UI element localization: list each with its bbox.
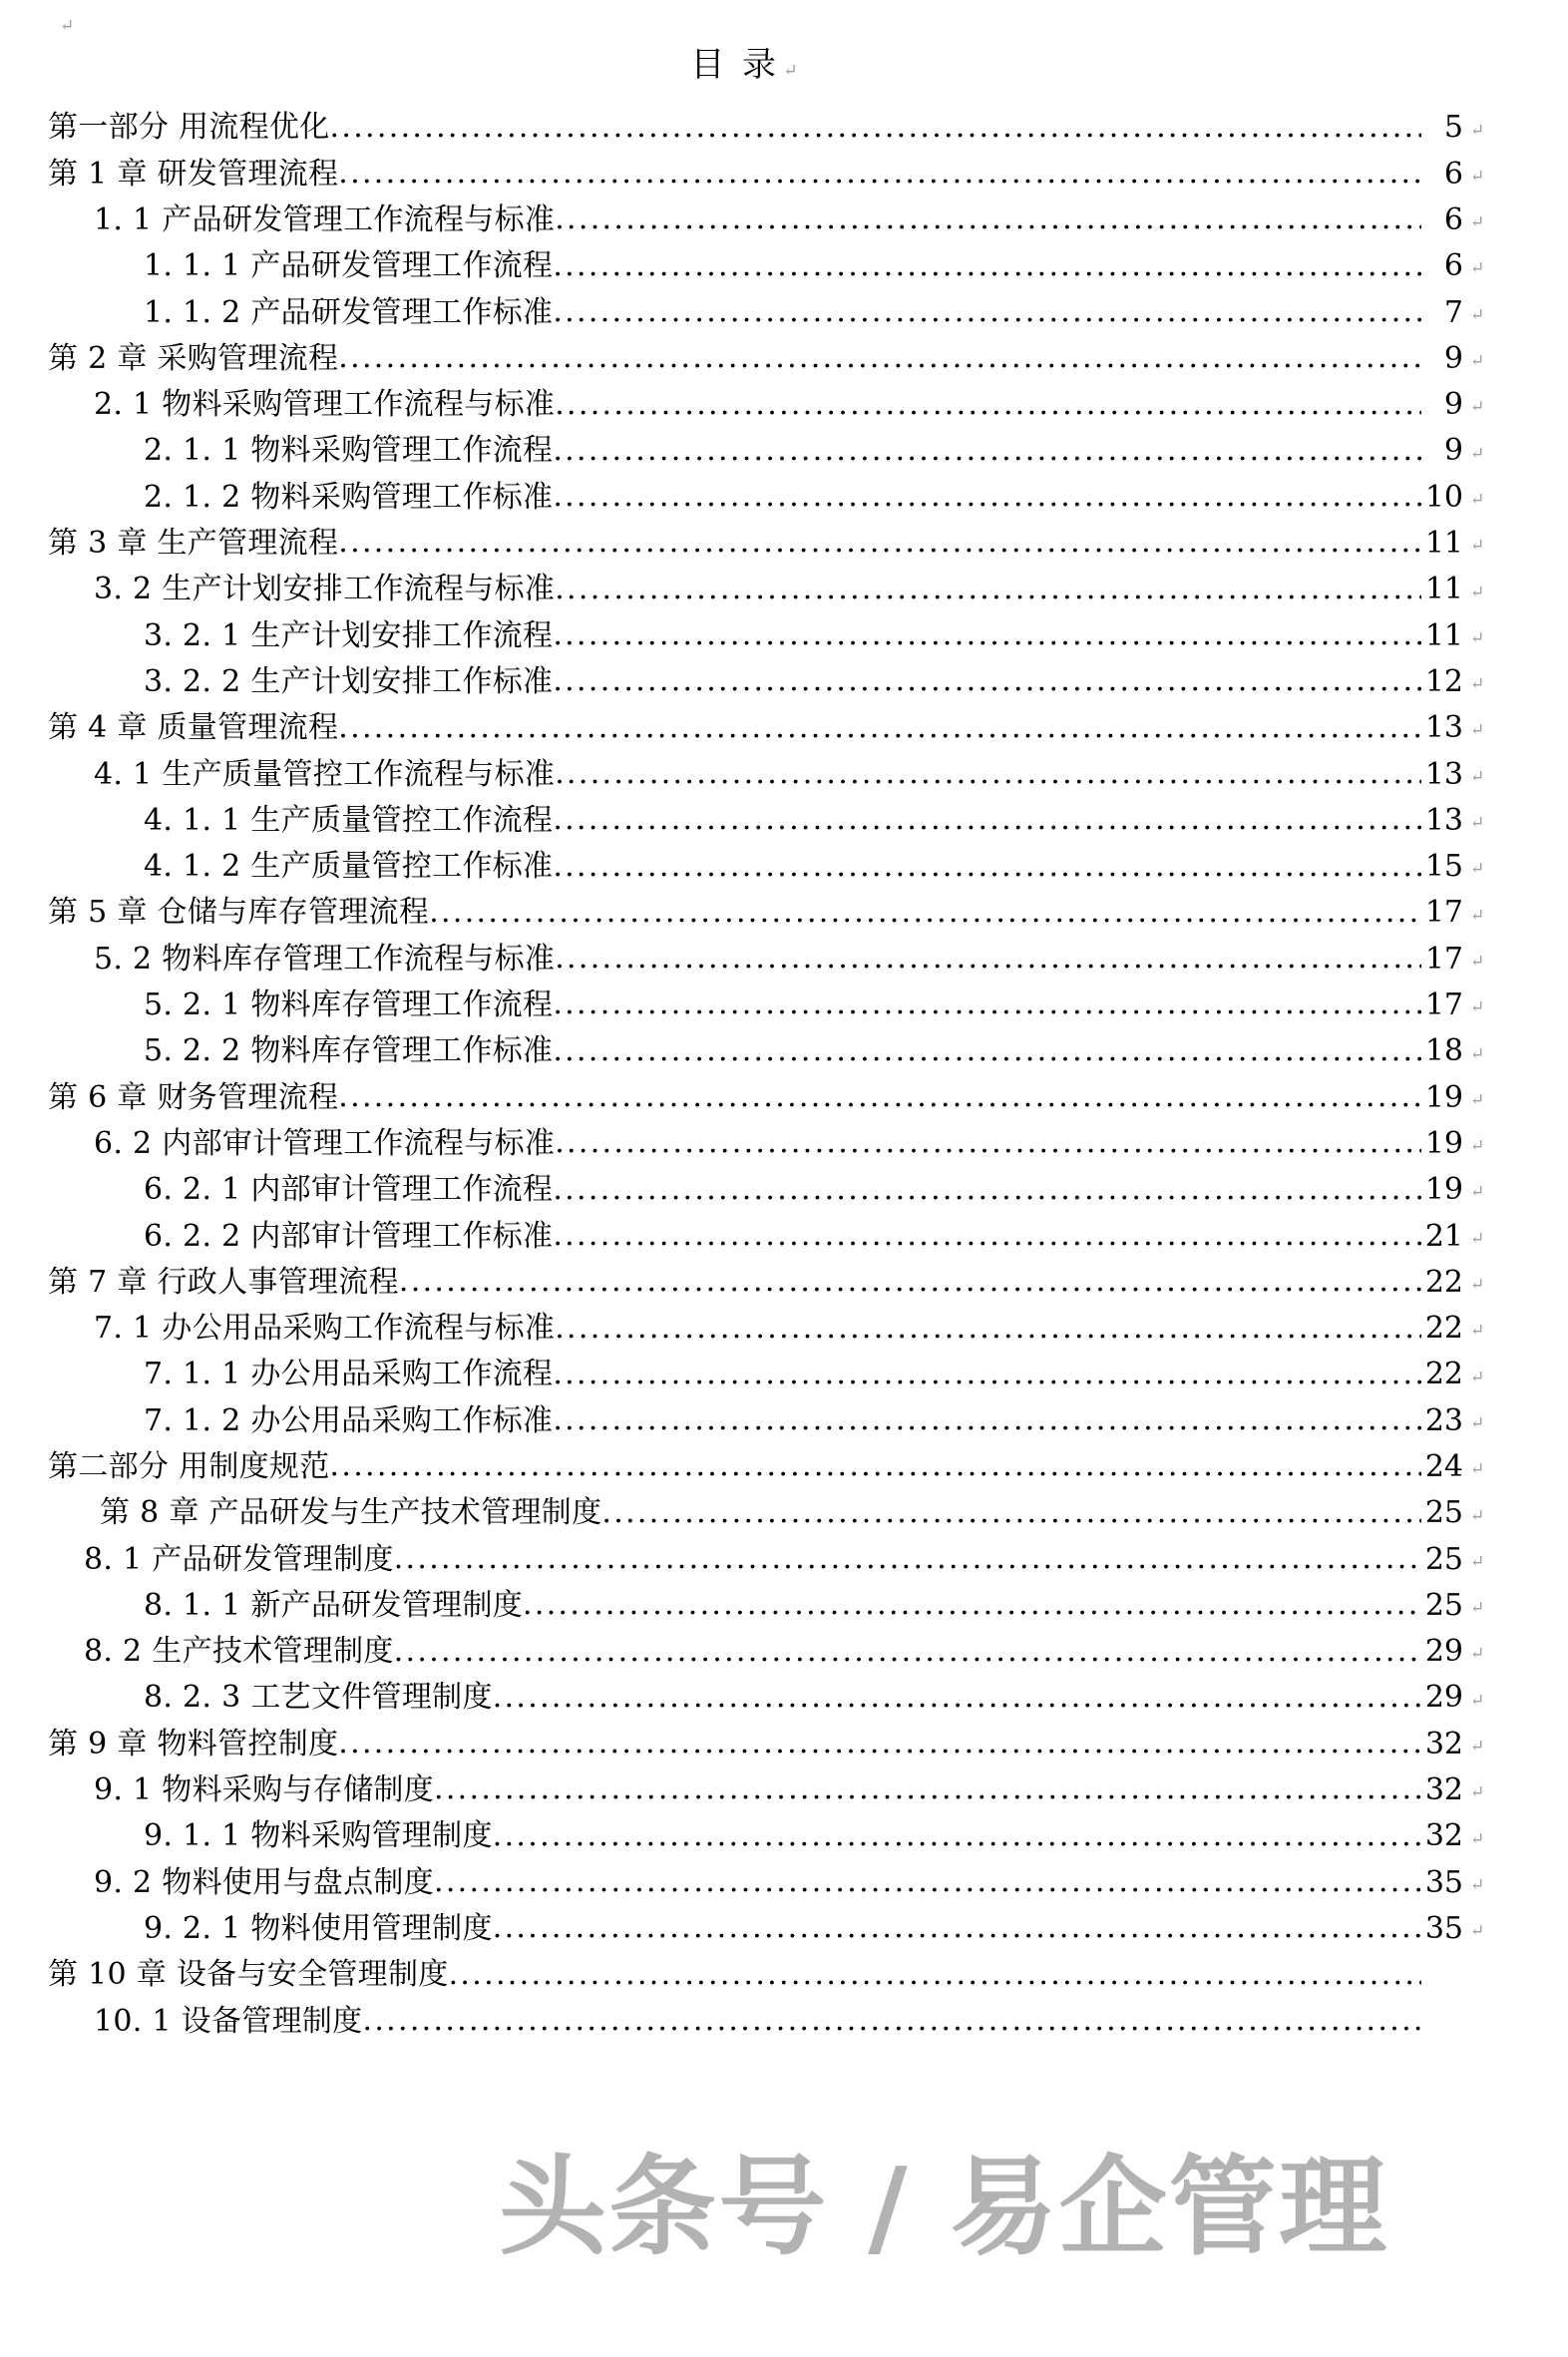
- toc-leader-dots: [553, 436, 1421, 466]
- toc-entry-page-number: 11: [1424, 572, 1463, 605]
- toc-entry-page-number: 13: [1424, 710, 1463, 744]
- toc-entry-label: 2. 1. 2 物料采购管理工作标准: [144, 479, 554, 513]
- paragraph-mark-icon: ↵: [1470, 859, 1485, 880]
- paragraph-mark-icon: ↵: [1470, 258, 1485, 279]
- toc-entry[interactable]: [48, 559, 1496, 604]
- toc-entry-page-number: 19: [1424, 1125, 1463, 1159]
- toc-entry-label: 1. 1. 1 产品研发管理工作流程: [144, 248, 554, 282]
- paragraph-mark-icon: ↵: [1470, 1921, 1485, 1942]
- paragraph-mark-icon: ↵: [1470, 1089, 1485, 1110]
- toc-entry-page-number: 35: [1424, 1910, 1463, 1944]
- paragraph-mark-icon: ↵: [1470, 443, 1485, 464]
- paragraph-mark-icon: ↵: [1470, 1459, 1485, 1480]
- toc-entry[interactable]: [48, 281, 1496, 327]
- paragraph-mark-icon: ↵: [1470, 1551, 1485, 1572]
- toc-entry-page-number: 13: [1424, 802, 1463, 836]
- paragraph-mark-icon: ↵: [1470, 1828, 1485, 1849]
- toc-entry-label: 第 6 章 财务管理流程: [48, 1079, 339, 1113]
- toc-entry-page-number: 21: [1424, 1218, 1463, 1252]
- toc-entry[interactable]: [48, 1805, 1496, 1851]
- toc-leader-dots: [555, 390, 1421, 420]
- paragraph-mark-icon: ↵: [1470, 351, 1485, 372]
- toc-leader-dots: [553, 251, 1421, 281]
- toc-leader-dots: [493, 1683, 1421, 1713]
- paragraph-mark-icon: ↵: [1470, 905, 1485, 926]
- paragraph-mark-icon: ↵: [1470, 1874, 1485, 1895]
- toc-entry[interactable]: [48, 975, 1496, 1020]
- toc-leader-dots: [553, 667, 1420, 697]
- toc-entry-page-number: 10: [1424, 479, 1463, 513]
- toc-leader-dots: [523, 1591, 1421, 1621]
- toc-entry-page-number: 29: [1424, 1634, 1463, 1668]
- toc-leader-dots: [553, 621, 1420, 651]
- toc-entry[interactable]: [48, 928, 1496, 974]
- toc-entry[interactable]: [48, 235, 1496, 281]
- toc-entry[interactable]: [48, 1482, 1496, 1528]
- toc-entry-page-number: 25: [1424, 1587, 1463, 1621]
- toc-entry-label: 6. 2 内部审计管理工作流程与标准: [94, 1125, 556, 1159]
- paragraph-mark-icon: ↵: [1470, 1505, 1485, 1526]
- toc-leader-dots: [338, 1083, 1421, 1113]
- toc-entry[interactable]: [48, 1944, 1496, 1990]
- toc-entry-label: 8. 2 生产技术管理制度: [84, 1634, 394, 1668]
- toc-entry[interactable]: [48, 836, 1496, 882]
- toc-entry-label: 9. 1. 1 物料采购管理制度: [144, 1818, 493, 1852]
- toc-leader-dots: [394, 1545, 1421, 1575]
- toc-entry-label: 第 7 章 行政人事管理流程: [48, 1264, 399, 1298]
- toc-leader-dots: [601, 1498, 1420, 1528]
- toc-entry-label: 第 3 章 生产管理流程: [48, 526, 339, 560]
- toc-entry-label: 4. 1 生产质量管控工作流程与标准: [94, 756, 556, 790]
- toc-entry-page-number: 19: [1424, 1079, 1463, 1113]
- toc-entry[interactable]: [48, 466, 1496, 512]
- toc-entry-label: 3. 2. 1 生产计划安排工作流程: [144, 617, 554, 651]
- toc-entry-label: 第 4 章 质量管理流程: [48, 710, 339, 744]
- toc-entry[interactable]: [48, 1436, 1496, 1482]
- toc-entry[interactable]: [48, 1205, 1496, 1251]
- toc-entry-page-number: 9: [1443, 433, 1463, 467]
- paragraph-mark-icon: ↵: [1470, 1736, 1485, 1757]
- paragraph-mark-icon: ↵: [1470, 120, 1485, 141]
- toc-leader-dots: [434, 1775, 1421, 1805]
- toc-entry[interactable]: [48, 97, 1496, 143]
- toc-entry-label: 第一部分 用流程优化: [48, 110, 330, 144]
- toc-entry-label: 9. 2 物料使用与盘点制度: [94, 1864, 434, 1898]
- toc-leader-dots: [553, 483, 1420, 513]
- toc-entry-label: 4. 1. 1 生产质量管控工作流程: [144, 802, 554, 836]
- paragraph-mark-icon: ↵: [783, 61, 798, 81]
- toc-entry[interactable]: [48, 513, 1496, 559]
- toc-entry-page-number: 22: [1424, 1311, 1463, 1345]
- toc-entry-label: 9. 2. 1 物料使用管理制度: [144, 1910, 493, 1944]
- table-of-contents: [48, 97, 1496, 2036]
- paragraph-mark-icon: ↵: [1470, 1321, 1485, 1342]
- toc-leader-dots: [338, 529, 1421, 559]
- paragraph-mark-icon: ↵: [1470, 1412, 1485, 1433]
- paragraph-mark-icon: ↵: [1470, 1136, 1485, 1157]
- toc-entry-label: 3. 2 生产计划安排工作流程与标准: [94, 572, 556, 605]
- toc-leader-dots: [555, 205, 1421, 235]
- toc-entry-page-number: 5: [1443, 110, 1463, 144]
- toc-leader-dots: [555, 1314, 1421, 1344]
- toc-entry[interactable]: [48, 1898, 1496, 1944]
- toc-leader-dots: [553, 852, 1420, 882]
- toc-entry-page-number: 11: [1424, 617, 1463, 651]
- paragraph-mark-icon: ↵: [1470, 1367, 1485, 1387]
- paragraph-mark-icon: ↵: [1470, 1782, 1485, 1803]
- toc-entry-page-number: 13: [1424, 756, 1463, 790]
- toc-entry[interactable]: [48, 604, 1496, 650]
- toc-entry-page-number: 6: [1443, 156, 1463, 190]
- toc-entry[interactable]: [48, 143, 1496, 189]
- toc-leader-dots: [338, 160, 1421, 190]
- toc-entry[interactable]: [48, 1575, 1496, 1621]
- toc-entry-label: 1. 1. 2 产品研发管理工作标准: [144, 294, 554, 328]
- toc-entry[interactable]: [48, 1020, 1496, 1066]
- toc-entry-label: 8. 1. 1 新产品研发管理制度: [144, 1587, 524, 1621]
- toc-entry[interactable]: [48, 1113, 1496, 1159]
- toc-entry-label: 6. 2. 1 内部审计管理工作流程: [144, 1172, 554, 1206]
- toc-entry[interactable]: [48, 697, 1496, 743]
- toc-leader-dots: [449, 1960, 1421, 1990]
- toc-leader-dots: [555, 1129, 1421, 1159]
- toc-leader-dots: [493, 1914, 1421, 1944]
- toc-leader-dots: [553, 1406, 1420, 1436]
- toc-entry-label: 9. 1 物料采购与存储制度: [94, 1772, 434, 1806]
- toc-entry-label: 8. 1 产品研发管理制度: [84, 1541, 394, 1575]
- paragraph-mark-icon: ↵: [1470, 397, 1485, 418]
- toc-leader-dots: [330, 113, 1421, 143]
- toc-leader-dots: [555, 945, 1421, 975]
- paragraph-mark-icon: ↵: [1470, 489, 1485, 510]
- paragraph-mark-icon: ↵: [1470, 1228, 1485, 1249]
- toc-entry-label: 第 10 章 设备与安全管理制度: [48, 1957, 449, 1991]
- toc-entry[interactable]: [48, 328, 1496, 374]
- toc-entry[interactable]: [48, 1990, 1496, 2036]
- toc-entry-label: 5. 2. 2 物料库存管理工作标准: [144, 1033, 554, 1067]
- toc-entry[interactable]: [48, 1760, 1496, 1805]
- paragraph-mark-icon: ↵: [1470, 166, 1485, 187]
- toc-entry-page-number: 17: [1424, 941, 1463, 975]
- toc-leader-dots: [553, 1222, 1420, 1252]
- paragraph-mark-icon: ↵: [1470, 813, 1485, 834]
- paragraph-mark-icon: ↵: [1470, 1644, 1485, 1665]
- toc-entry-page-number: 9: [1443, 387, 1463, 421]
- toc-entry[interactable]: [48, 790, 1496, 836]
- toc-entry-label: 8. 2. 3 工艺文件管理制度: [144, 1680, 493, 1714]
- paragraph-mark-icon: ↵: [1470, 766, 1485, 787]
- paragraph-mark-icon: ↵: [60, 16, 75, 36]
- toc-leader-dots: [553, 1360, 1420, 1389]
- toc-entry-label: 3. 2. 2 生产计划安排工作标准: [144, 663, 554, 697]
- toc-leader-dots: [553, 298, 1421, 328]
- toc-entry-label: 5. 2 物料库存管理工作流程与标准: [94, 941, 556, 975]
- toc-leader-dots: [338, 1730, 1421, 1760]
- toc-entry[interactable]: [48, 1252, 1496, 1298]
- paragraph-mark-icon: ↵: [1470, 627, 1485, 648]
- paragraph-mark-icon: ↵: [1470, 1182, 1485, 1203]
- toc-leader-dots: [555, 760, 1421, 790]
- watermark: 头条号 / 易企管理: [499, 2146, 1389, 2270]
- toc-entry-label: 7. 1. 2 办公用品采购工作标准: [144, 1402, 554, 1436]
- toc-entry[interactable]: [48, 1667, 1496, 1713]
- toc-entry[interactable]: [48, 1528, 1496, 1574]
- toc-entry-page-number: 6: [1443, 248, 1463, 282]
- toc-entry-page-number: 17: [1424, 987, 1463, 1021]
- toc-entry-page-number: 17: [1424, 895, 1463, 929]
- toc-leader-dots: [434, 1868, 1421, 1898]
- paragraph-mark-icon: ↵: [1470, 1598, 1485, 1619]
- toc-entry-label: 6. 2. 2 内部审计管理工作标准: [144, 1218, 554, 1252]
- toc-entry[interactable]: [48, 1298, 1496, 1344]
- page-title: [20, 0, 1468, 97]
- toc-entry-label: 7. 1 办公用品采购工作流程与标准: [94, 1311, 556, 1345]
- toc-entry-page-number: 24: [1424, 1449, 1463, 1482]
- toc-leader-dots: [493, 1821, 1421, 1851]
- toc-entry-label: 第 9 章 物料管控制度: [48, 1726, 339, 1760]
- toc-entry[interactable]: [48, 1851, 1496, 1897]
- toc-entry-page-number: 11: [1424, 526, 1463, 560]
- toc-entry-label: 第 2 章 采购管理流程: [48, 340, 339, 374]
- toc-leader-dots: [553, 1036, 1420, 1066]
- toc-entry-label: 10. 1 设备管理制度: [94, 2003, 363, 2037]
- paragraph-mark-icon: ↵: [1470, 212, 1485, 233]
- toc-entry-label: 2. 1 物料采购管理工作流程与标准: [94, 387, 556, 421]
- paragraph-mark-icon: ↵: [1470, 674, 1485, 695]
- toc-leader-dots: [338, 344, 1421, 374]
- toc-leader-dots: [338, 713, 1421, 743]
- toc-entry-page-number: 32: [1424, 1726, 1463, 1760]
- paragraph-mark-icon: ↵: [1470, 951, 1485, 972]
- toc-entry-page-number: 23: [1424, 1402, 1463, 1436]
- toc-entry-label: 第 1 章 研发管理流程: [48, 156, 339, 190]
- toc-entry-page-number: 29: [1424, 1680, 1463, 1714]
- toc-leader-dots: [362, 2007, 1421, 2037]
- paragraph-mark-icon: ↵: [1470, 304, 1485, 325]
- toc-entry-page-number: 25: [1424, 1541, 1463, 1575]
- toc-entry[interactable]: [48, 1066, 1496, 1112]
- toc-entry-page-number: 6: [1443, 201, 1463, 235]
- toc-entry[interactable]: [48, 1389, 1496, 1435]
- toc-entry-page-number: 9: [1443, 340, 1463, 374]
- paragraph-mark-icon: ↵: [1470, 1275, 1485, 1296]
- toc-entry-label: 5. 2. 1 物料库存管理工作流程: [144, 987, 554, 1021]
- toc-entry[interactable]: [48, 743, 1496, 789]
- toc-entry[interactable]: [48, 1159, 1496, 1205]
- toc-entry-page-number: 32: [1424, 1772, 1463, 1806]
- paragraph-mark-icon: ↵: [1470, 997, 1485, 1018]
- page-title-text: 目 录: [690, 45, 780, 85]
- toc-entry-page-number: 22: [1424, 1357, 1463, 1390]
- paragraph-mark-icon: ↵: [1470, 1043, 1485, 1064]
- toc-leader-dots: [394, 1637, 1421, 1667]
- paragraph-mark-icon: ↵: [1470, 582, 1485, 602]
- paragraph-mark-icon: ↵: [1470, 1690, 1485, 1711]
- toc-entry-page-number: 19: [1424, 1172, 1463, 1206]
- toc-entry[interactable]: [48, 420, 1496, 466]
- toc-leader-dots: [553, 990, 1420, 1020]
- toc-entry[interactable]: [48, 1344, 1496, 1389]
- toc-entry-page-number: 22: [1424, 1264, 1463, 1298]
- toc-leader-dots: [429, 898, 1421, 928]
- toc-entry-page-number: 12: [1424, 663, 1463, 697]
- toc-leader-dots: [330, 1452, 1421, 1482]
- toc-leader-dots: [555, 575, 1421, 604]
- toc-entry-page-number: 18: [1424, 1033, 1463, 1067]
- paragraph-mark-icon: ↵: [1470, 720, 1485, 741]
- paragraph-mark-icon: ↵: [1470, 536, 1485, 557]
- toc-entry-page-number: 25: [1424, 1495, 1463, 1529]
- toc-entry-label: 4. 1. 2 生产质量管控工作标准: [144, 849, 554, 883]
- toc-entry-page-number: 7: [1443, 294, 1463, 328]
- toc-entry[interactable]: [48, 1621, 1496, 1667]
- toc-entry-label: 第 8 章 产品研发与生产技术管理制度: [100, 1495, 602, 1529]
- toc-entry-label: 1. 1 产品研发管理工作流程与标准: [94, 201, 556, 235]
- toc-entry-page-number: 35: [1424, 1864, 1463, 1898]
- toc-entry[interactable]: [48, 374, 1496, 420]
- toc-entry[interactable]: [48, 190, 1496, 235]
- toc-leader-dots: [553, 806, 1420, 836]
- toc-entry-page-number: 32: [1424, 1818, 1463, 1852]
- toc-entry[interactable]: [48, 882, 1496, 928]
- toc-entry-label: 2. 1. 1 物料采购管理工作流程: [144, 433, 554, 467]
- toc-leader-dots: [553, 1175, 1420, 1205]
- toc-leader-dots: [399, 1268, 1421, 1298]
- toc-entry-label: 第 5 章 仓储与库存管理流程: [48, 895, 430, 929]
- toc-entry[interactable]: [48, 651, 1496, 697]
- toc-entry-label: 7. 1. 1 办公用品采购工作流程: [144, 1357, 554, 1390]
- toc-entry-label: 第二部分 用制度规范: [48, 1449, 330, 1482]
- toc-entry-page-number: 15: [1424, 849, 1463, 883]
- toc-entry[interactable]: [48, 1713, 1496, 1759]
